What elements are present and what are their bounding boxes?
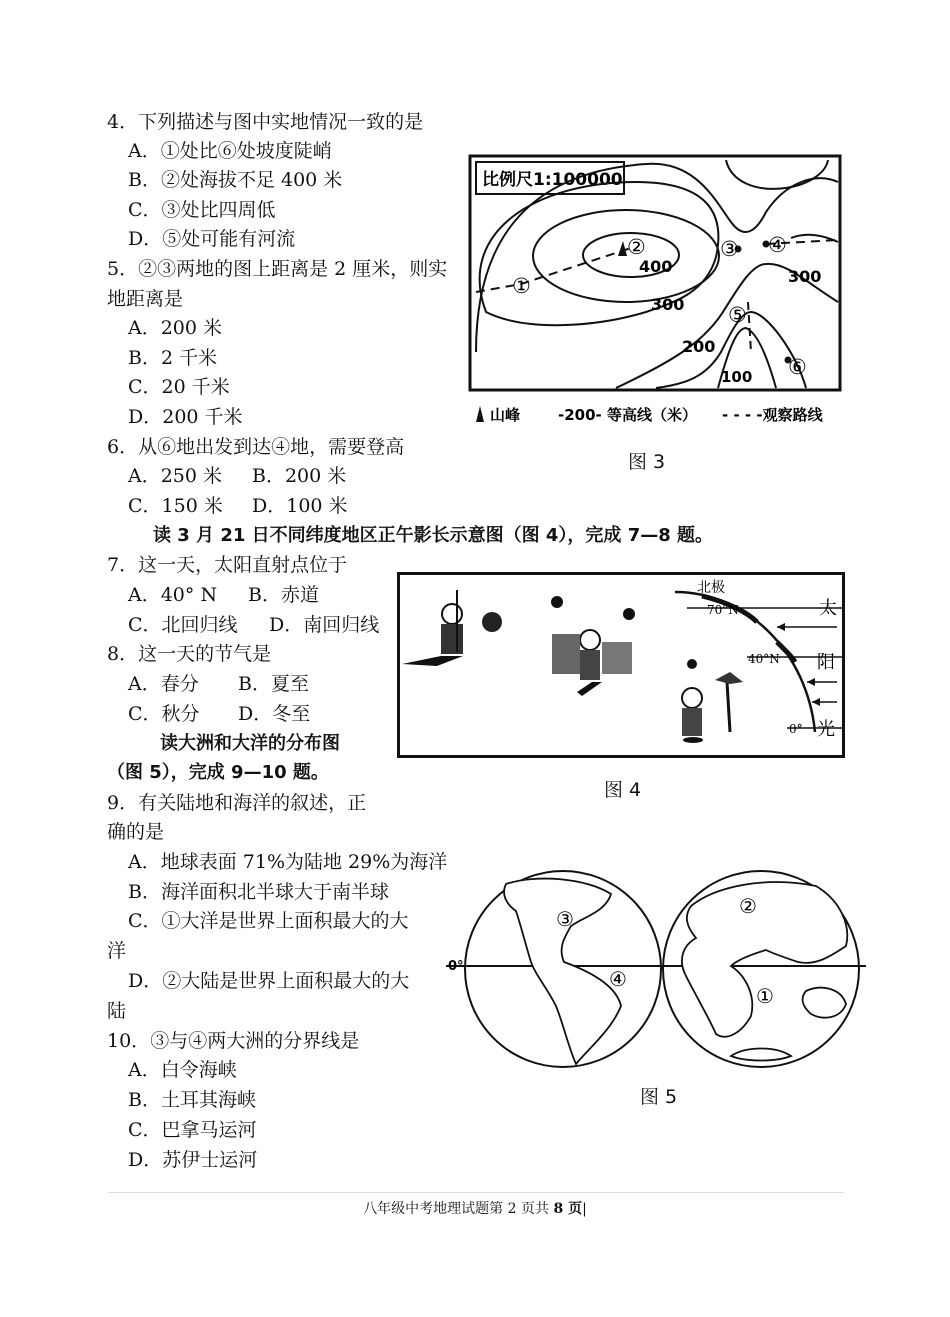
fig3-contour-300b: 300 bbox=[788, 267, 822, 286]
fig5-equator-label: 0° bbox=[448, 959, 464, 974]
q4-option-a: A．①处比⑥处坡度陡峭 bbox=[128, 140, 332, 162]
q8-stem: 8．这一天的节气是 bbox=[107, 643, 272, 665]
fig4-lat-40: 40°N bbox=[748, 652, 780, 666]
fig4-lat-70: 70°N bbox=[707, 603, 739, 617]
fig3-legend-contour: -200- 等高线（米） bbox=[558, 406, 697, 424]
q4-stem: 4．下列描述与图中实地情况一致的是 bbox=[107, 111, 424, 133]
q8-option-a: A．春分 bbox=[128, 673, 199, 695]
q10-option-b: B．土耳其海峡 bbox=[128, 1089, 256, 1111]
fig3-caption: 图 3 bbox=[628, 451, 666, 473]
q6-option-c: C．150 米 bbox=[128, 495, 223, 517]
q9-option-d: D．②大陆是世界上面积最大的大 bbox=[128, 970, 410, 992]
q7-option-c: C．北回归线 bbox=[128, 614, 238, 636]
q5-stem: 5．②③两地的图上距离是 2 厘米，则实 bbox=[107, 258, 448, 280]
q5-option-b: B．2 千米 bbox=[128, 347, 218, 369]
q5-option-c: C．20 千米 bbox=[128, 376, 230, 398]
fig5-label-3: ③ bbox=[556, 907, 574, 931]
fig3-point-5: ⑤ bbox=[728, 303, 747, 327]
intro-7-8: 读 3 月 21 日不同纬度地区正午影长示意图（图 4），完成 7—8 题。 bbox=[153, 525, 714, 546]
q7-option-a: A．40° N bbox=[128, 584, 218, 606]
q10-option-a: A．白令海峡 bbox=[128, 1059, 237, 1081]
q4-option-d: D．⑤处可能有河流 bbox=[128, 228, 296, 250]
fig3-legend-peak-icon bbox=[476, 406, 484, 422]
q10-option-c: C．巴拿马运河 bbox=[128, 1119, 257, 1141]
q7-stem: 7．这一天，太阳直射点位于 bbox=[107, 554, 348, 576]
q9-option-a: A．地球表面 71%为陆地 29%为海洋 bbox=[128, 851, 448, 873]
q8-option-b: B．夏至 bbox=[238, 673, 309, 695]
q6-stem: 6．从⑥地出发到达④地，需要登高 bbox=[107, 436, 405, 458]
fig3-contour-400: 400 bbox=[639, 257, 673, 276]
intro-9-10-cont: （图 5），完成 9—10 题。 bbox=[107, 762, 329, 783]
q6-option-b: B．200 米 bbox=[252, 465, 347, 487]
q8-option-c: C．秋分 bbox=[128, 703, 200, 725]
q7-option-d: D．南回归线 bbox=[269, 614, 380, 636]
q9-option-d-cont: 陆 bbox=[107, 1000, 127, 1022]
q9-stem-cont: 确的是 bbox=[107, 821, 165, 843]
fig3-contour-300a: 300 bbox=[651, 295, 685, 314]
q4-option-b: B．②处海拔不足 400 米 bbox=[128, 169, 343, 191]
q8-option-d: D．冬至 bbox=[238, 703, 311, 725]
fig3-point-3: ③ bbox=[720, 237, 739, 261]
q5-option-a: A．200 米 bbox=[128, 317, 223, 339]
figure-4-shadow-diagram bbox=[397, 572, 845, 758]
q6-option-a: A．250 米 bbox=[128, 465, 223, 487]
figure-3-contour-map bbox=[466, 152, 844, 432]
q10-option-d: D．苏伊士运河 bbox=[128, 1149, 258, 1171]
fig3-contour-200: 200 bbox=[682, 337, 716, 356]
fig3-point-6: ⑥ bbox=[788, 355, 807, 379]
fig3-point-2: ② bbox=[627, 235, 646, 259]
q5-stem-cont: 地距离是 bbox=[107, 288, 184, 310]
figure-5-world-map bbox=[446, 866, 866, 1072]
fig4-sun-char-1: 太 bbox=[819, 598, 837, 619]
fig5-label-1: ① bbox=[756, 984, 774, 1008]
footer-divider bbox=[108, 1192, 844, 1193]
fig3-legend-route: - - - -观察路线 bbox=[722, 406, 823, 424]
fig3-scale-label: 比例尺1:100000 bbox=[482, 170, 623, 190]
q9-option-b: B．海洋面积北半球大于南半球 bbox=[128, 881, 389, 903]
fig4-sun-char-2: 阳 bbox=[817, 652, 835, 673]
q9-stem: 9．有关陆地和海洋的叙述，正 bbox=[107, 792, 367, 814]
q7-option-b: B．赤道 bbox=[248, 584, 319, 606]
q5-option-d: D．200 千米 bbox=[128, 406, 243, 428]
fig3-contour-100: 100 bbox=[721, 368, 753, 386]
fig4-north-pole: 北极 bbox=[697, 580, 725, 596]
q10-stem: 10．③与④两大洲的分界线是 bbox=[107, 1030, 360, 1052]
fig3-legend-peak: 山峰 bbox=[490, 406, 521, 424]
q6-option-d: D．100 米 bbox=[252, 495, 348, 517]
fig3-point-4: ④ bbox=[768, 233, 787, 257]
fig5-caption: 图 5 bbox=[640, 1086, 678, 1108]
fig5-label-2: ② bbox=[739, 894, 757, 918]
q9-option-c-cont: 洋 bbox=[107, 940, 127, 962]
intro-9-10: 读大洲和大洋的分布图 bbox=[160, 733, 340, 754]
fig4-lat-0: 0° bbox=[789, 722, 803, 736]
fig5-label-4: ④ bbox=[609, 967, 627, 991]
q9-option-c: C．①大洋是世界上面积最大的大 bbox=[128, 910, 409, 932]
fig3-point-1: ① bbox=[512, 274, 531, 298]
fig4-sun-char-3: 光 bbox=[817, 719, 835, 740]
page-footer: 八年级中考地理试题第 2 页共 8 页| bbox=[363, 1201, 587, 1217]
q4-option-c: C．③处比四周低 bbox=[128, 199, 276, 221]
fig4-caption: 图 4 bbox=[604, 779, 642, 801]
